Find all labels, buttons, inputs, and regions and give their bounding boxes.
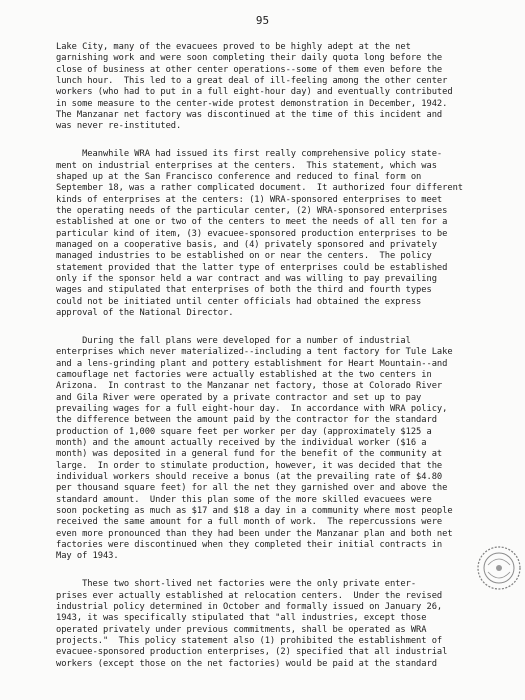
text-line: production of 1,000 square feet per worker per day (approximately $125 a (56, 426, 432, 437)
text-line: 1943, it was specifically stipulated that "all industries, except those (56, 613, 427, 624)
text-line: received the same amount for a full month of work. The repercussions were (56, 517, 443, 528)
text-line: workers (except those on the net factories) would be paid at the standard (56, 658, 437, 669)
text-line: close of business at other center operations--some of them even before the (56, 64, 443, 75)
text-line: kinds of enterprises at the centers: (1) WRA-sponsored enterprises to meet (56, 194, 443, 205)
text-line: lunch hour. This led to a great deal of ill-feeling among the other center (56, 76, 448, 87)
paragraph (56, 336, 501, 563)
text-line: enterprises which never materialized--including a tent factory for Tule Lake (56, 347, 453, 358)
text-line: and Gila River were operated by a private contractor and set up to pay (56, 392, 422, 403)
text-line: operated privately under previous commitments, shall be operated as WRA (56, 624, 427, 635)
text-line: ment on industrial enterprises at the centers. This statement, which was (56, 160, 437, 171)
text-line: garnishing work and were soon completing their daily quota long before the (56, 53, 443, 64)
text-line: individual workers should receive a bonus (at the prevailing rate of $4.80 (56, 472, 443, 483)
text-line: only if the sponsor held a war contract and was willing to pay prevailing (56, 274, 437, 285)
text-line: month) and the amount actually received by the individual worker ($16 a (56, 438, 427, 448)
text-line: These two short-lived net factories were the only private enter- (56, 579, 417, 590)
text-line: approval of the National Director. (56, 308, 234, 319)
text-line: large. In order to stimulate production, however, it was decided that the (56, 460, 443, 471)
archive-stamp-seal (474, 543, 524, 593)
text-line: was never re-instituted. (56, 121, 182, 132)
text-line: wages and stipulated that enterprises of both the third and fourth types (56, 285, 432, 296)
text-line: the operating needs of the particular center, (2) WRA-sponsored enterprises (56, 205, 448, 216)
body-text (56, 42, 501, 687)
paragraph (56, 579, 501, 670)
text-line: The Manzanar net factory was discontinued at the time of this incident and (56, 110, 443, 121)
text-line: camouflage net factories were actually established at the two centers in (56, 369, 432, 380)
text-line: evacuee-sponsored production enterprises, (2) specified that all industrial (56, 647, 448, 658)
text-line: managed industries to be established on or near the centers. The policy (56, 251, 432, 262)
text-line: workers (who had to put in a full eight-hour day) and eventually contributed (56, 87, 453, 98)
text-line: soon pocketing as much as $17 and $18 a day in a community where most people (56, 506, 453, 517)
page-number: 95 (255, 14, 270, 27)
text-line: September 18, was a rather complicated document. It authorized four different (56, 183, 464, 194)
text-line: even more pronounced than they had been under the Manzanar plan and both net (56, 528, 453, 539)
text-line: statement provided that the latter type of enterprises could be established (56, 262, 448, 273)
text-line: Arizona. In contrast to the Manzanar net factory, those at Colorado River (56, 381, 443, 392)
text-line: factories were discontinued when they completed their initial contracts in (56, 540, 443, 551)
text-line: Meanwhile WRA had issued its first really comprehensive policy state- (56, 149, 443, 160)
text-line: standard amount. Under this plan some of the more skilled evacuees were (56, 494, 432, 505)
text-line: managed on a cooperative basis, and (4) privately sponsored and privately (56, 240, 437, 250)
text-line: prevailing wages for a full eight-hour day. In accordance with WRA policy, (56, 403, 448, 414)
text-line: in some measure to the center-wide protest demonstration in December, 1942. (56, 98, 448, 109)
paragraph (56, 42, 501, 133)
text-line: Lake City, many of the evacuees proved to be highly adept at the net (56, 42, 411, 52)
text-line: month) was deposited in a general fund for the benefit of the community at (56, 449, 443, 460)
text-line: and a lens-grinding plant and pottery establishment for Heart Mountain--and (56, 358, 448, 369)
text-line: per thousand square feet) for all the net they garnished over and above the (56, 483, 448, 494)
text-line: particular kind of item, (3) evacuee-sponsored production enterprises to be (56, 228, 448, 239)
text-line: the difference between the amount paid by the contractor for the standard (56, 415, 437, 426)
paragraph (56, 149, 501, 319)
text-line: established at one or two of the centers to meet the needs of all ten for a (56, 217, 448, 228)
text-line: projects." This policy statement also (1) prohibited the establishment of (56, 636, 443, 646)
text-line: could not be initiated until center officials had obtained the express (56, 296, 422, 307)
text-line: During the fall plans were developed for a number of industrial (56, 335, 411, 346)
text-line: May of 1943. (56, 551, 119, 562)
text-line: industrial policy determined in October and formally issued on January 26, (56, 601, 443, 612)
text-line: prises ever actually established at relocation centers. Under the revised (56, 590, 443, 601)
text-line: shaped up at the San Francisco conference and reduced to final form on (56, 171, 422, 182)
